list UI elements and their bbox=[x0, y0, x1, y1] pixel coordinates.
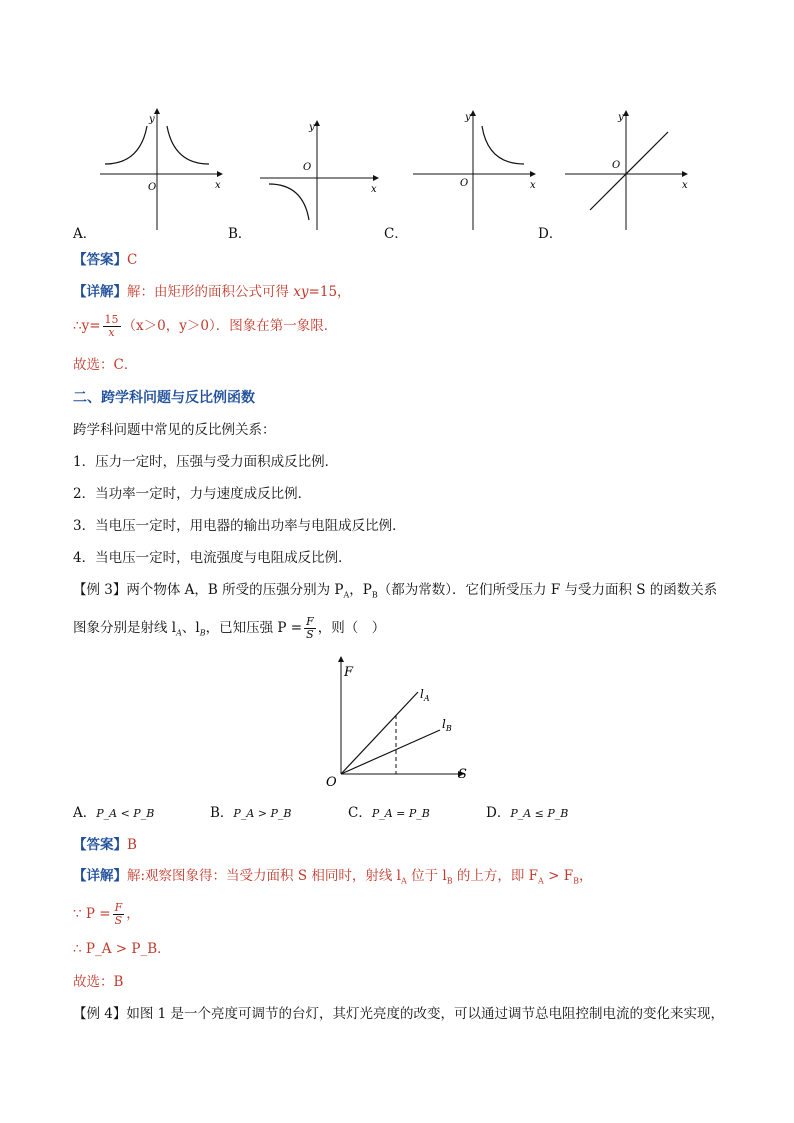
x-axis-label: S bbox=[458, 767, 467, 782]
ray-a bbox=[341, 692, 418, 774]
option-c: C．P_A = P_B bbox=[348, 805, 430, 821]
ray-a-label: $l_A$ bbox=[420, 687, 430, 703]
detail-2-line-3: ∴ P_A > P_B． bbox=[73, 941, 171, 957]
option-b-label: B． bbox=[228, 226, 252, 242]
list-item: 2．当功率一定时，力与速度成反比例． bbox=[73, 486, 312, 502]
detail-1-line-2: ∴y= $\frac{15}{x}$ （x＞0，y＞0）．图象在第一象限． bbox=[73, 313, 338, 339]
detail-1-line-3: 故选：C． bbox=[73, 357, 138, 373]
list-item: 1．压力一定时，压强与受力面积成反比例． bbox=[73, 454, 339, 470]
graph-b bbox=[255, 118, 385, 233]
origin-label: O bbox=[148, 182, 157, 193]
y-axis-label: F bbox=[344, 665, 354, 680]
detail-tag: 【详解】 bbox=[73, 868, 127, 884]
origin-label: O bbox=[303, 162, 312, 173]
option-a: A．P_A < P_B bbox=[73, 805, 155, 821]
x-axis-label: x bbox=[215, 180, 221, 191]
option-b: B．P_A > P_B bbox=[210, 805, 292, 821]
y-axis-label: y bbox=[149, 114, 155, 125]
origin-label: O bbox=[612, 160, 621, 171]
option-d-label: D． bbox=[538, 226, 563, 242]
detail-2-line-4: 故选：B bbox=[73, 974, 124, 990]
graph-d bbox=[560, 108, 695, 233]
example-3-line-1: 【例 3】两个物体 A，B 所受的压强分别为 $P_A$，$P_B$（都为常数）．它们所受压力 F 与受力面积 S 的函数关系 bbox=[73, 582, 718, 600]
origin-label: O bbox=[460, 178, 469, 189]
example-3-line-2: 图象分别是射线 $l_A$、$l_B$，已知压强 P = $\frac{F}{S}$ ，则（ ） bbox=[73, 615, 386, 641]
origin-label: O bbox=[326, 775, 337, 789]
detail-2-line-1: 【详解】解:观察图象得：当受力面积 S 相同时，射线 $l_A$ 位于 $l_B$ 的上方，即 $F_A > F_B$， bbox=[73, 868, 593, 886]
example-3-graph bbox=[318, 654, 478, 789]
ray-b bbox=[341, 730, 440, 774]
section-intro: 跨学科问题中常见的反比例关系： bbox=[73, 422, 276, 438]
y-axis-label: y bbox=[309, 122, 315, 133]
x-axis-label: x bbox=[530, 180, 536, 191]
graph-a bbox=[95, 108, 225, 233]
option-a-label: A． bbox=[73, 226, 97, 242]
y-axis-label: y bbox=[618, 112, 624, 123]
graph-c bbox=[408, 108, 538, 233]
answer-value: C bbox=[127, 252, 138, 268]
example-4: 【例 4】如图 1 是一个亮度可调节的台灯，其灯光亮度的改变，可以通过调节总电阻控制电流的变化来实现， bbox=[73, 1006, 725, 1022]
answer-tag: 【答案】 bbox=[73, 837, 127, 853]
detail-2-line-2: ∵ P = $\frac{F}{S}$ ， bbox=[73, 901, 140, 927]
answer-2 bbox=[73, 836, 137, 854]
answer-1 bbox=[73, 251, 137, 269]
option-c-label: C． bbox=[384, 226, 408, 242]
list-item: 3．当电压一定时，用电器的输出功率与电阻成反比例． bbox=[73, 518, 406, 534]
detail-1-line-1: 【详解】解：由矩形的面积公式可得 xy=15， bbox=[73, 284, 351, 300]
option-d: D．P_A ≤ P_B bbox=[486, 805, 569, 821]
detail-tag: 【详解】 bbox=[73, 284, 127, 300]
y-axis-label: y bbox=[465, 112, 471, 123]
x-axis-label: x bbox=[371, 184, 377, 195]
list-item: 4．当电压一定时，电流强度与电阻成反比例． bbox=[73, 550, 352, 566]
x-axis-label: x bbox=[682, 180, 688, 191]
section-heading: 二、跨学科问题与反比例函数 bbox=[73, 390, 255, 406]
answer-tag: 【答案】 bbox=[73, 252, 127, 268]
answer-value: B bbox=[127, 837, 137, 853]
ray-b-label: $l_B$ bbox=[442, 717, 452, 733]
